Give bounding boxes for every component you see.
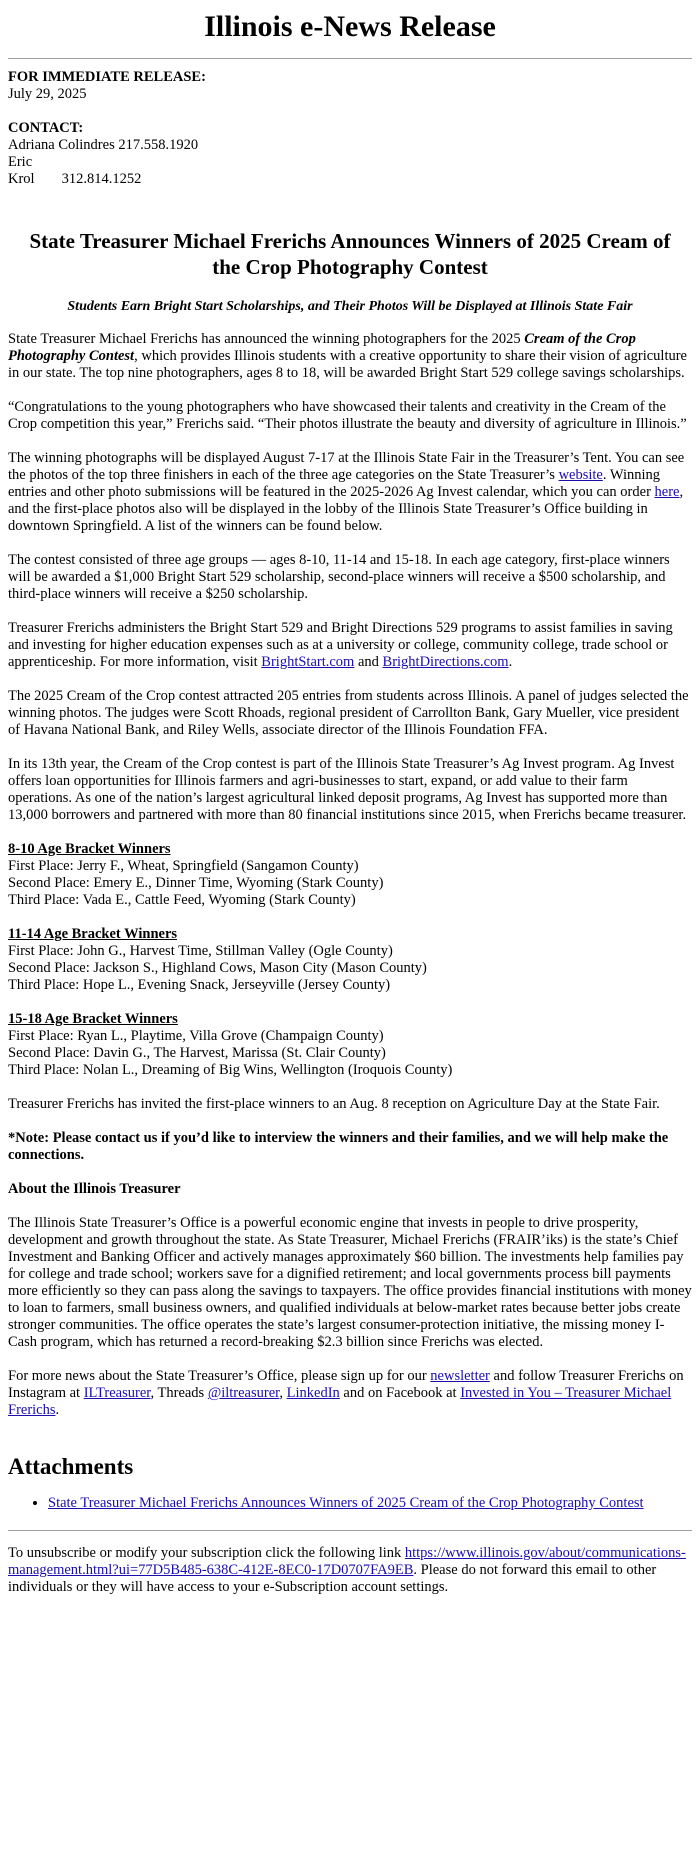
bottom-divider (8, 1530, 692, 1531)
contact-info (8, 120, 692, 188)
text-run: Treasurer Frerichs administers the Bright Start 529 and Bright Directions 529 programs to assist families in saving and investing for higher education expenses such as at a university or college, community college, trade school or apprenticeship. For more information, visit (8, 620, 673, 670)
paragraph-programs (8, 620, 692, 671)
bracket-15-18 (8, 1011, 692, 1079)
attachments-list (8, 1495, 692, 1512)
bracket-title: 15-18 Age Bracket Winners (8, 1011, 178, 1027)
calendar-order-link[interactable]: here (654, 484, 680, 500)
paragraph-judges: The 2025 Cream of the Crop contest attracted 205 entries from students across Illinois. A panel of judges selected the winning photos. The judges were Scott Rhoads, regional president of Carrollton Bank, Gary Mueller, vice president of Havana National Bank, and Riley Wells, associate director of the Illinois Foundation FFA. (8, 688, 689, 738)
press-headline: State Treasurer Michael Frerichs Announces Winners of 2025 Cream of the Crop Photography Contest (29, 229, 671, 279)
release-info (8, 69, 692, 103)
release-date: July 29, 2025 (8, 86, 87, 102)
masthead-title: Illinois e-News Release (204, 10, 496, 43)
contact-row (8, 137, 692, 154)
attachments-heading: Attachments (8, 1454, 134, 1479)
paragraph-quote: “Congratulations to the young photographers who have showcased their talents and creativity in the Cream of the Crop competition this year,” Frerichs said. “Their photos illustrate the beauty and diversity of agriculture in Illinois.” (8, 399, 687, 432)
winner-row: Second Place: Emery E., Dinner Time, Wyoming (Stark County) (8, 875, 384, 891)
text-run: State Treasurer Michael Frerichs has announced the winning photographers for the 2025 (8, 331, 525, 347)
winner-row: Third Place: Nolan L., Dreaming of Big Wins, Wellington (Iroquois County) (8, 1062, 453, 1078)
paragraph-display (8, 450, 692, 535)
contact-row (8, 154, 692, 188)
linkedin-link[interactable]: LinkedIn (286, 1385, 340, 1401)
page (0, 10, 700, 1600)
text-run: The winning photographs will be displayed August 7-17 at the Illinois State Fair in the Treasurer’s Tent. You can see the photos of the top three finishers in each of the three age categories on the State Treasurer’s (8, 450, 685, 483)
text-run: , which provides Illinois students with a creative opportunity to share their vision of agriculture in our state. The top nine photographers, ages 8 to 18, will be awarded Bright Start 529 college savings scholarships. (8, 348, 687, 381)
contact-name: Eric Krol (8, 154, 35, 187)
paragraph-ag-invest: In its 13th year, the Cream of the Crop contest is part of the Illinois State Treasurer’s Ag Invest program. Ag Invest offers loan opportunities for Illinois farmers and agri-businesses to start, expand, or add value to their farm operations. As one of the nation’s largest agricultural linked deposit programs, Ag Invest has supported more than 13,000 borrowers and partnered with more than 80 financial institutions since 2015, when Frerichs became treasurer. (8, 756, 687, 823)
text-run: . Please do not forward this email to other individuals or they will have access to your e-Subscription account settings. (8, 1562, 657, 1595)
text-run: To unsubscribe or modify your subscription click the following link (8, 1545, 405, 1561)
paragraph-intro (8, 331, 692, 382)
press-subhead: Students Earn Bright Start Scholarships, and Their Photos Will be Displayed at Illinois State Fair (67, 299, 633, 314)
text-run: . (508, 654, 513, 670)
paragraph-about: The Illinois State Treasurer’s Office is a powerful economic engine that invests in people to drive prosperity, development and growth throughout the state. As State Treasurer, Michael Frerichs (FRAIR’iks) is the state’s Chief Investment and Banking Officer and actively manages approximately $60 billion. The investments help families pay for college and trade school; workers save for a dignified retirement; and local governments process bill payments more efficiently so they can pass along the savings to taxpayers. The office provides financial institutions with money to loan to farmers, small business owners, and qualified individuals at below-market rates because better jobs create stronger communities. The office operates the state’s largest consumer-protection initiative, the missing money I-Cash program, which has returned a record-breaking $2.3 billion since Frerichs was elected. (8, 1215, 692, 1350)
winner-row: Second Place: Davin G., The Harvest, Marissa (St. Clair County) (8, 1045, 386, 1061)
paragraph-more-news (8, 1368, 692, 1419)
instagram-link[interactable]: ILTreasurer (83, 1385, 151, 1401)
paragraph-age-groups: The contest consisted of three age groups — ages 8-10, 11-14 and 15-18. In each age category, first-place winners will be awarded a $1,000 Bright Start 529 scholarship, second-place winners will receive a $500 scholarship, and third-place winners will receive a $250 scholarship. (8, 552, 670, 602)
threads-link[interactable]: @iltreasurer (207, 1385, 280, 1401)
contact-label: CONTACT: (8, 120, 84, 136)
release-label: FOR IMMEDIATE RELEASE: (8, 69, 206, 85)
website-link[interactable]: website (558, 467, 603, 483)
winner-row: Second Place: Jackson S., Highland Cows, Mason City (Mason County) (8, 960, 427, 976)
paragraph-reception: Treasurer Frerichs has invited the first-place winners to an Aug. 8 reception on Agriculture Day at the State Fair. (8, 1096, 660, 1112)
winner-row: Third Place: Hope L., Evening Snack, Jerseyville (Jersey County) (8, 977, 391, 993)
text-run: . Winning entries and other photo submissions will be featured in the 2025-2026 Ag Invest calendar, which you can order (8, 467, 661, 500)
winner-row: Third Place: Vada E., Cattle Feed, Wyoming (Stark County) (8, 892, 356, 908)
bracket-11-14 (8, 926, 692, 994)
subscription-management-link[interactable]: https://www.illinois.gov/about/communications-management.html?ui=77D5B485-638C-412E-8EC0-17D0707FA9EB (8, 1545, 686, 1578)
contact-phone: 217.558.1920 (118, 137, 199, 153)
brightstart-link[interactable]: BrightStart.com (261, 654, 355, 670)
text-run: . (55, 1402, 60, 1418)
brightdirections-link[interactable]: BrightDirections.com (382, 654, 509, 670)
text-run: , Threads (150, 1385, 208, 1401)
winner-row: First Place: John G., Harvest Time, Stillman Valley (Ogle County) (8, 943, 393, 959)
contact-name: Adriana Colindres (8, 137, 115, 153)
unsubscribe-footer (8, 1545, 692, 1600)
about-heading: About the Illinois Treasurer (8, 1181, 181, 1197)
top-divider (8, 58, 692, 59)
text-run: For more news about the State Treasurer’s Office, please sign up for our (8, 1368, 431, 1384)
text-run: , and the first-place photos also will be displayed in the lobby of the Illinois State Treasurer’s Office building in downtown Springfield. A list of the winners can be found below. (8, 484, 684, 534)
winner-row: First Place: Ryan L., Playtime, Villa Grove (Champaign County) (8, 1028, 384, 1044)
bracket-title: 11-14 Age Bracket Winners (8, 926, 178, 942)
interview-note: *Note: Please contact us if you’d like to interview the winners and their families, and we will help make the connections. (8, 1130, 669, 1163)
facebook-link[interactable]: Invested in You – Treasurer Michael Frerichs (8, 1385, 672, 1418)
text-run: and on Facebook at (339, 1385, 461, 1401)
text-run: and follow Treasurer Frerichs on Instagram at (8, 1368, 684, 1401)
contest-name: Cream of the Crop Photography Contest (8, 331, 636, 364)
text-run: , (279, 1385, 287, 1401)
contact-phone: 312.814.1252 (61, 171, 142, 187)
attachment-item (48, 1495, 692, 1512)
newsletter-link[interactable]: newsletter (430, 1368, 490, 1384)
winner-row: First Place: Jerry F., Wheat, Springfield (Sangamon County) (8, 858, 359, 874)
bracket-8-10 (8, 841, 692, 909)
attachment-link[interactable]: State Treasurer Michael Frerichs Announces Winners of 2025 Cream of the Crop Photography Contest (48, 1495, 644, 1511)
text-run: and (354, 654, 383, 670)
bracket-title: 8-10 Age Bracket Winners (8, 841, 171, 857)
